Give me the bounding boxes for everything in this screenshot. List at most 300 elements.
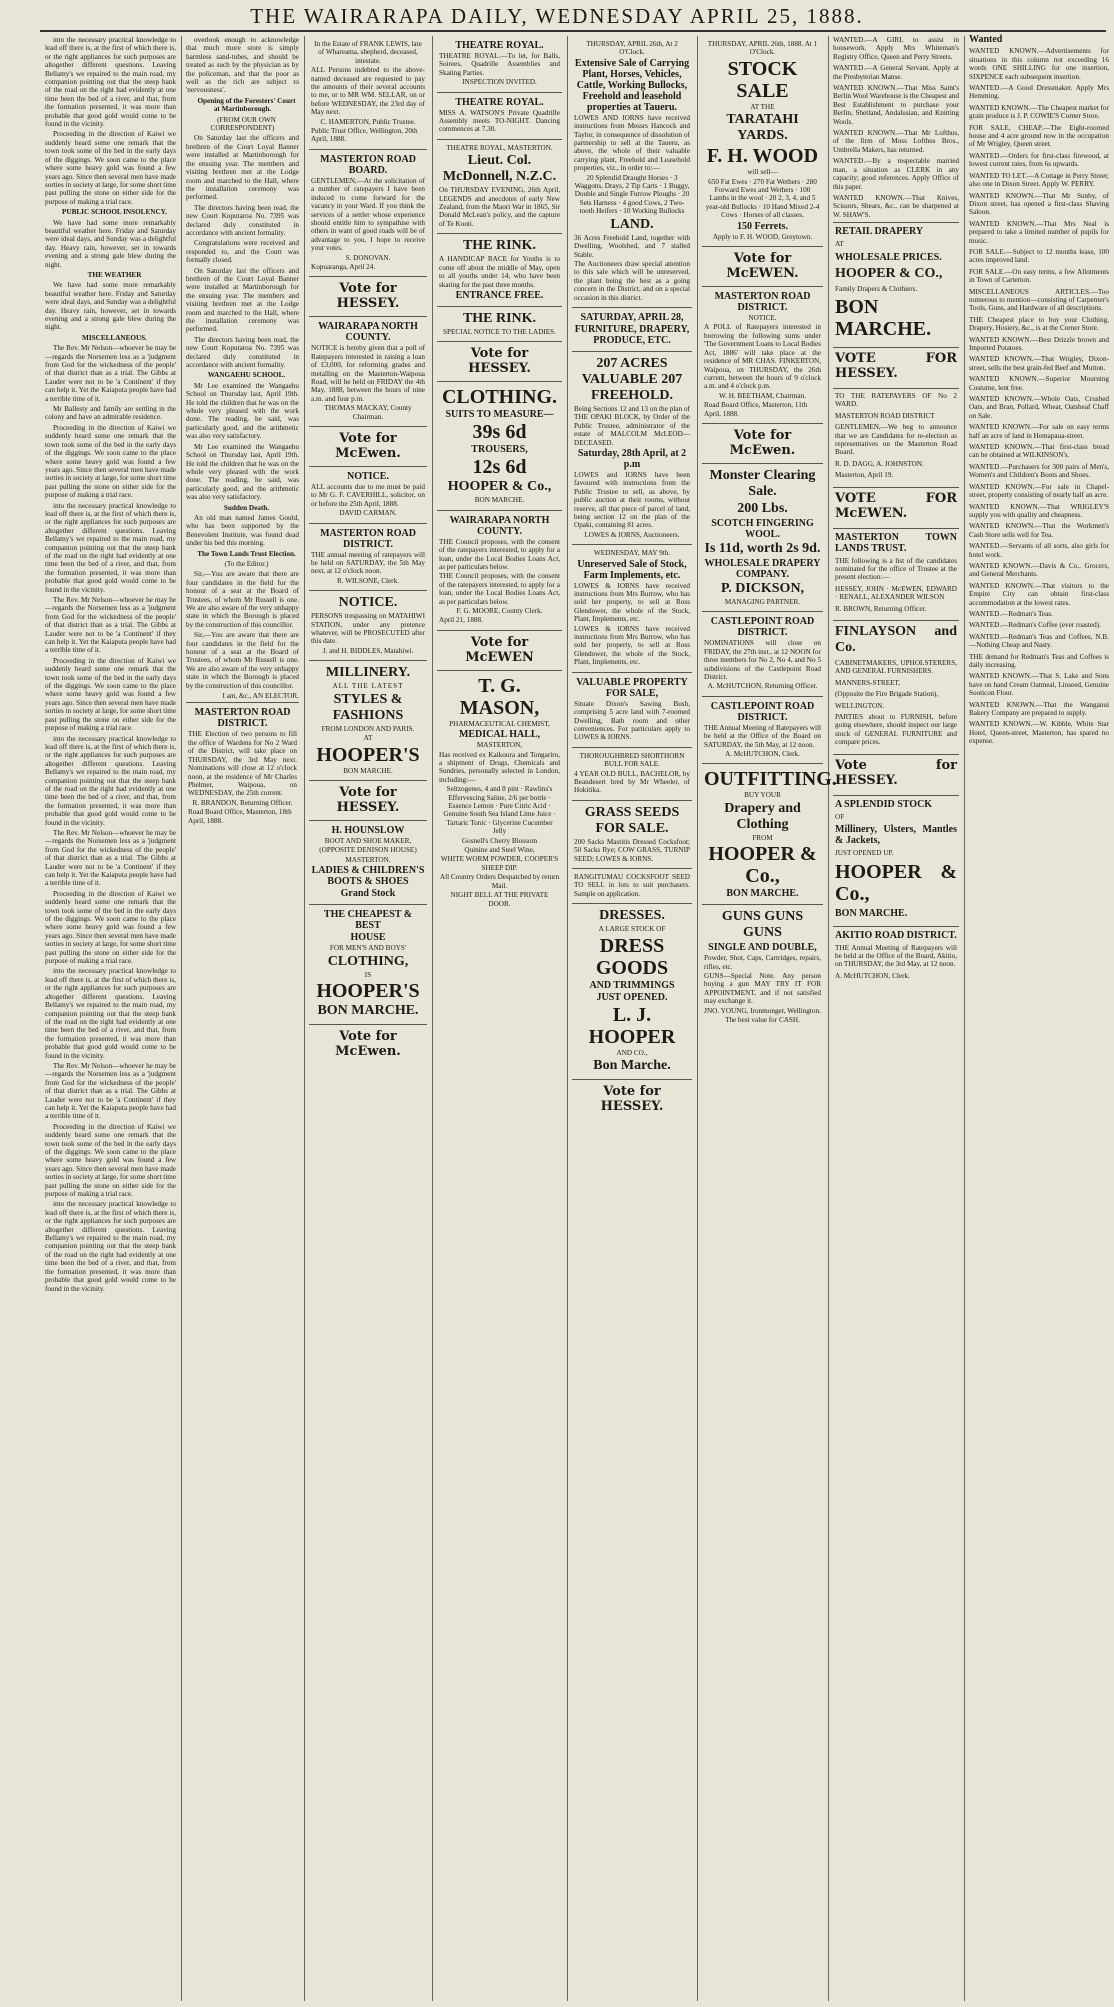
ad-date: Public Trust Office, Wellington, 20th April, 1888.: [311, 127, 418, 144]
ad-body: LOWES & IORNS have received instructions from Mrs Burrow, who has sold her property, to sell at Ross Glendower, the whole of the Stock, Plant, Implements, etc.: [574, 624, 690, 667]
ad-signature: S. DONOVAN.: [345, 253, 391, 262]
column-divider: [567, 36, 568, 2001]
article-paragraph: The directors having been read, the new Court Koputaroa No. 7395 was declared duly constituted in accordance with ancient formality.: [186, 203, 299, 237]
ad-body: THEATRE ROYAL.—To let, for Balls, Soirees, Quadrille Assemblies and Skating Parties.: [439, 52, 560, 77]
article-paragraph: Proceeding in the direction of Kaiwi we suddenly heard some one remark that the town took some of the bed in the early days of the diggings. We soon came to the place where some heavy gold was found a few years ago. Since then several men have made sorties in society at large, for some short time past pulling the stone on either side for the purpose of making a trial race.: [45, 889, 177, 966]
ad-signature: DAVID CARMAN.: [339, 509, 397, 518]
ad-title: GUNS GUNS GUNS: [721, 909, 804, 941]
column-divider: [304, 36, 305, 2001]
ad-title: T. G. MASON,: [459, 674, 540, 719]
ad-line: NOTICE.: [748, 314, 777, 323]
classified-item: WANTED KNOWN.—W. Kibble, White Star Hotel, Queen-street, Masterton, has spared no expense.: [969, 720, 1109, 746]
ad-estate: [309, 36, 427, 149]
ad-line: JUST OPENED.: [596, 991, 668, 1003]
ad-line: 20 Splendid Draught Horses · 3 Waggons, Drays, 2 Tip Carts · 1 Buggy, Double and Single Furrow Ploughs · 20 Sets Harness · 4 good Cows, 2 Two-tooth Heifers · 10 Working Bullocks: [574, 173, 690, 216]
ad-body: Situate Dixon's Sawing Bush, comprising 5 acre land with 7-roomed Dwelling, Bath room and other conveniences. For particulars apply to LOWES & IORNS.: [574, 699, 690, 742]
ad-body: THE Election of two persons to fill the office of Wardens for No 2 Ward of the District, will take place on THURSDAY, the 3rd May next. Nominations will close at 12 o'clock noon, at the residence of Mr Charles Phelmer, Waipoua, on WEDNESDAY, the 25th current.: [188, 730, 297, 798]
ad-trespass: [309, 590, 427, 660]
ad-title: THEATRE ROYAL, MASTERTON.: [446, 143, 553, 152]
ad-rink: [437, 233, 562, 306]
ad-line: BOOT AND SHOE MAKER,: [324, 836, 412, 845]
column-divider: [828, 36, 829, 2001]
ad-body: THE Annual Meeting of Ratepayers will be held at the Office of the Board, Akitio, on THURSDAY, the 3rd May, at 12 noon.: [835, 943, 957, 969]
ad-signature: J. and H. BIDDLES, Matahiwi.: [322, 646, 414, 655]
article-paragraph: Proceeding in the direction of Kaiwi we suddenly heard some one remark that the town took some of the bed in the early days of the diggings. We soon came to the place where some heavy gold was found a few years ago. Since then several men have made sorties in society at large, for some short time past pulling the stone on either side for the purpose of making a trial race.: [45, 1122, 177, 1199]
ad-body: MISS A. WATSON'S Private Quadrille Assembly meets TO-NIGHT. Dancing commences at 7.30.: [439, 108, 560, 134]
ad-line: WHITE WORM POWDER, COOPER'S SHEEP DIP.: [440, 855, 559, 872]
ad-date: Road Board Office, Masterton, 11th April, 1888.: [704, 401, 808, 418]
ad-road-notice: [702, 286, 823, 423]
classified-item: WANTED KNOWN.—That first-class bread can be obtained at WILKINSON's.: [969, 443, 1109, 460]
ad-line: WHOLESALE PRICES.: [835, 251, 942, 263]
ad-line: MANNERS-STREET,: [835, 678, 901, 687]
ad-line: FROM LONDON AND PARIS.: [321, 724, 415, 733]
ad-clothing: [437, 381, 562, 509]
ad-line: MASTERTON.: [345, 855, 391, 864]
section-heading: Sudden Death.: [223, 503, 270, 512]
ad-taueru-sale: [572, 36, 692, 307]
ad-title: CASTLEPOINT ROAD DISTRICT.: [710, 616, 815, 639]
ad-line: HOOPER & Co.,: [835, 860, 957, 905]
ad-line: P. DICKSON,: [720, 580, 805, 596]
column-3: [309, 36, 427, 2001]
ad-clearing: [702, 463, 823, 611]
column-7: [833, 36, 959, 2001]
ad-vote: [309, 276, 427, 316]
ad-line: Is 11d, worth 2s 9d.: [704, 540, 821, 556]
classified-item: WANTED KNOWN.—Best Drizzle brown and Imported Potatoes.: [969, 335, 1109, 352]
classified-item: WANTED.—A General Servant. Apply at the Presbyterian Manse.: [833, 64, 959, 81]
ad-unreserved: [572, 544, 692, 671]
ad-masterton-road: [186, 702, 299, 829]
ad-title: WAIRARAPA NORTH COUNTY.: [318, 321, 418, 344]
ad-body: THE annual meeting of ratepayers will be held on SATURDAY, the 5th May next, at 12 o'clock noon.: [311, 550, 425, 576]
article-paragraph: overlook enough to acknowledge that much more store is simply harmless sand-tubes, and should be treated as such by the physician as by the policeman, and that the poor as well as the rich are subject to 'nervousness'.: [186, 36, 299, 95]
ad-millinery: [309, 660, 427, 780]
ad-road-district: [309, 523, 427, 591]
ad-date: Saturday, 28th April, at 2 p.m: [577, 447, 687, 470]
classified-item: WANTED.—A Good Dressmaker. Apply Mrs Hemming.: [969, 84, 1109, 101]
ad-line: BON MARCHE.: [726, 888, 799, 900]
ad-castlepoint: [702, 696, 823, 764]
ad-body: ALL Persons indebted to the above-named deceased are requested to pay the amounts of their several accounts to me, or to MR WM. SELLAR, on or before WEDNESDAY, the 23rd day of May next.: [311, 66, 425, 117]
vote-slogan: Vote for McEWEN: [465, 634, 534, 665]
article-paragraph: Mr Lee examined the Wangaehu School on Thursday last, April 19th. He told the children that he was on the whole very pleased with the work done. The reading, he said, was particularly good, and the arithmetic was also very satisfactory.: [186, 381, 299, 441]
classified-item: MISCELLANEOUS ARTICLES.—Too numerous to mention—consisting of Carpenter's Tools, Guns, and Hardware of all descriptions.: [969, 287, 1109, 313]
column-5: [572, 36, 692, 2001]
ad-line: AND TRIMMINGS: [589, 979, 675, 991]
classified-item: WANTED KNOWN.—The Cheapest market for grain produce is J. P. COWIE'S Corner Store.: [969, 103, 1109, 121]
ad-title: THOROUGHBRED SHORTHORN BULL FOR SALE.: [579, 751, 685, 769]
ad-castlepoint: [702, 611, 823, 695]
ad-vote: [309, 1024, 427, 1064]
article-paragraph: Mr Lee examined the Wangaehu School on Thursday last, April 19th. He told the children that he was on the whole very pleased with the work done. The reading, he said, was particularly good, and the arithmetic was also very satisfactory.: [186, 442, 299, 502]
ad-date: April 21, 1888.: [439, 616, 483, 625]
ad-bull: [572, 747, 692, 800]
ad-date: WEDNESDAY, MAY 9th.: [593, 549, 671, 558]
ad-signature: R. WILSONE, Clerk.: [337, 576, 399, 585]
ad-line: L. J. HOOPER: [588, 1003, 676, 1048]
ad-title: THEATRE ROYAL.: [455, 96, 544, 108]
ad-title: THE RINK.: [462, 310, 537, 326]
vote-slogan: Vote for HESSEY.: [336, 784, 400, 815]
ad-line: FOR MEN'S AND BOYS': [329, 944, 407, 953]
ad-line: HOOPER & Co.,: [708, 843, 817, 888]
vote-slogan: Vote for HESSEY.: [600, 1084, 664, 1114]
classified-item: WANTED KNOWN.—That S. Lake and Sons have on hand Cream Oatmeal, Linseed, Genuine Sooticon Flour.: [969, 672, 1109, 698]
ad-line: Grand Stock: [340, 888, 396, 900]
ad-line: 150 Ferrets.: [737, 220, 788, 232]
ad-line: HOOPER'S: [316, 743, 420, 766]
article-paragraph: Proceeding in the direction of Kaiwi we suddenly heard some one remark that the town took some of the bed in the early days of the diggings. We soon came to the place where some heavy gold was found a few years ago. Since then several men have made sorties in society at large, for some short time past pulling the stone on either side for the purpose of making a trial race.: [45, 130, 177, 206]
ad-line: 200 Lbs.: [737, 500, 788, 516]
column-2: [186, 36, 299, 2001]
ad-body: 200 Sacks Mastitis Dressed Cocksfoot; 50 Sacks Rye; COW GRASS, TURNIP SEED; LOWES & IORNS.: [574, 837, 690, 863]
classified-item: FOR SALE.—Subject to 12 months lease, 100 acres improved land.: [969, 247, 1109, 265]
ad-body: LOWES AND IORNS have received instructions from Messrs Hancock and Taylor, in consequence of dissolution of partnership to sell at the Taueru, as above, the whole of their valuable carrying plant, Freehold and Leasehold properties, viz., in order to:—: [574, 113, 690, 173]
ad-body: GENTLEMEN,—We beg to announce that we are Candidates for re-election as representatives on the Masterton Road Board.: [835, 423, 957, 457]
ad-body: The Auctioneers draw special attention to this sale which will be unreserved, the plant being the best as a going concern in the District, and on a special occasion in this district.: [574, 259, 690, 302]
classified-item: WANTED KNOWN.—Superior Mourning Costume, lent free.: [969, 375, 1109, 392]
classified-item: WANTED.—A GIRL to assist in housework. Apply Mrs Whiteman's Registry Office, Queen and Perry Streets.: [833, 36, 959, 61]
ad-body: Powder, Shot, Caps, Cartridges, repairs, rifles, etc.: [704, 954, 821, 971]
ad-body: LOWES and IORNS have been favoured with instructions from the Public Trustee to sell, as above, by public auction at their rooms, without reserve, all that piece of parcel of land, being section 12 on the plan of the Opaki, containing 81 acres.: [574, 470, 690, 530]
ad-body: PERSONS trespassing on MATAHIWI STATION, under any pretence whatever, will be PROSECUTED after this date.: [311, 612, 425, 646]
vote-slogan: Vote for McEwen.: [729, 427, 796, 458]
ad-title: Extensive Sale of Carrying Plant, Horses, Vehicles, Cattle, Working Bullocks, Freehold and leasehold properties at Taueru.: [574, 57, 690, 113]
ad-guns: [702, 904, 823, 1029]
ad-line: LADIES & CHILDREN'S BOOTS & SHOES: [311, 865, 425, 888]
ad-vote: [702, 246, 823, 286]
article-paragraph: into the necessary practical knowledge to lead off there is, at the first of which there is, or the right appliances for such purposes are altogether different questions. Leaving Bellamy's we repaired to the main road, my companion pointing out that the steep bank of the road on the right had evidently at one time been the bed of a river, and that, from the formation presented, it was more than probable that good gold would come to be found in the vicinity.: [45, 734, 176, 827]
vote-slogan: Vote for HESSEY.: [835, 757, 957, 788]
ad-price: 39s 6d: [472, 421, 527, 444]
ad-title: STOCK SALE: [727, 57, 798, 102]
ad-line: BON MARCHE.: [343, 766, 393, 775]
ad-line: Lieut. Col. McDonnell, N.Z.C.: [442, 153, 557, 185]
ad-title: MASTERTON ROAD DISTRICT.: [714, 291, 811, 314]
column-divider: [697, 36, 698, 2001]
ad-vote: [572, 1079, 692, 1119]
article-paragraph: Sir,—You are aware that there are four candidates in the field for the honour of a seat at the Board of Trustees, of whom Mr Russell is one. We are also aware of the very unhappy state in which the Borough is placed by the construction of this councillor.: [186, 570, 299, 629]
ad-signature: A. McHUTCHON, Clerk.: [725, 750, 800, 758]
ad-line: The best value for CASH.: [725, 1016, 800, 1025]
ad-furniture: [572, 307, 692, 351]
article-paragraph: The Rev. Mr Nelson—whoever he may be—regards the Norsemen less as a 'judgment from God for the wickedness of the people' of that district than as a trial. The Gibbs at Lauder were not to be 'a Continent' if they can help it. Yet the Kaiaputa people have had a terrible time of it.: [45, 1061, 176, 1121]
classified-item: WANTED KNOWN.—For sale in Chapel-street, property consisting of nearly half an acre.: [969, 482, 1109, 500]
article-paragraph: Mr Ballesty and family are settling in the colony and have an admirable residence.: [45, 405, 176, 422]
ad-outfitting: [702, 763, 837, 904]
classified-item: WANTED.—Servants of all sorts, also girls for hotel work.: [969, 542, 1109, 559]
ad-body: A POLL of Ratepayers interested in borrowing the following sums under 'The Government Loans to Local Bodies Act, 1886' will take place at the residence of MR CHAS. FINKERTON, Waipoua, on THURSDAY, the 26th current, between the hours of 9 o'clock a.m. and 4 o'clock p.m.: [704, 323, 821, 391]
ad-body: A HANDICAP RACE for Youths is to come off about the middle of May, open to all youths under 14, who have been skating for the past three months.: [439, 255, 560, 289]
vote-slogan: Vote for McEWEN.: [726, 251, 799, 282]
ad-grass: [572, 800, 692, 868]
ad-title: 207 ACRES VALUABLE 207 FREEHOLD.: [581, 355, 683, 403]
ad-line: DRESS GOODS: [595, 934, 669, 979]
article-paragraph: On Saturday last the officers and brethren of the Court Loyal Banner were installed at Martinborough for the ensuing year. The members and visiting brethren met at the Lodge room and marched to the Hall, where the installation ceremony was performed.: [186, 266, 299, 334]
ad-body: THE Council proposes, with the consent of the ratepayers interested, to apply for a loan, under the Local Bodies Loans Act, as per particulars below.: [439, 572, 560, 606]
ad-line: THE CHEAPEST & BEST: [323, 909, 413, 932]
column-1: [45, 36, 176, 2001]
ad-body: NOTICE is hereby given that a poll of Ratepayers interested in raising a loan of £3,000, for reforming grades and metalling on the Masterton-Waipoua Road, will be held on FRIDAY the 4th May, 1888, between the hours of nine a.m. and four p.m.: [311, 344, 425, 403]
ad-line: STYLES & FASHIONS: [332, 691, 404, 723]
ad-line: Bon Marche.: [593, 1058, 671, 1073]
classified-item: FOR SALE, CHEAP.—The Eight-roomed house and 4 acre ground now in the occupation of Mr Wrigley, Queen street.: [969, 123, 1109, 149]
article-paragraph: Proceeding in the direction of Kaiwi we suddenly heard some one remark that the town took some of the bed in the early days of the diggings. We soon came to the place where some heavy gold was found a few years ago. Since then several men have made sorties in society at large, for some short time past pulling the stone on either side for the purpose of making a trial race.: [45, 656, 177, 733]
ad-title: MASTERTON ROAD DISTRICT.: [320, 527, 416, 550]
ad-line: (Opposite the Fire Brigade Station),: [835, 690, 939, 699]
ad-line: BON MARCHE.: [317, 1002, 419, 1018]
ad-signature: JNO. YOUNG, Ironmonger, Wellington.: [704, 1006, 821, 1015]
ad-title: MASTERTON ROAD DISTRICT.: [194, 707, 291, 730]
vote-slogan: VOTE FOR McEWEN.: [835, 490, 957, 521]
masthead-rule: [40, 30, 1106, 32]
ad-title: NOTICE.: [338, 595, 398, 611]
ad-title: H. HOUNSLOW: [331, 824, 405, 836]
section-heading: PUBLIC SCHOOL INSOLENCY.: [62, 208, 167, 217]
ad-splendid-stock: [833, 795, 959, 926]
article-paragraph: into the necessary practical knowledge to lead off there is, at the first of which there is, or the right appliances for such purposes are altogether different questions. Leaving Bellamy's we repaired to the main road, my companion pointing out that the steep bank of the road on the right had evidently at one time been the bed of a river, and that, from the formation presented, it was more than probable that good gold would come to be found in the vicinity.: [45, 501, 176, 594]
section-subheading: (FROM OUR OWN CORRESPONDENT): [210, 115, 276, 133]
ad-body: GUNS—Special Note. Any person buying a gun MAY TRY IT FOR APPOINTMENT, and if not satisfied may exchange it.: [704, 972, 821, 1006]
ad-line: MASTERTON,: [476, 741, 523, 750]
ad-title: Unreserved Sale of Stock, Farm Implements, etc.: [577, 558, 687, 581]
classified-item: WANTED KNOWN.—Whole Oats, Crushed Oats, and Bran, Pollard, Wheat, Oatsheaf Chaff on Sale.: [969, 395, 1109, 420]
section-subheading: (To the Editor.): [224, 559, 269, 568]
ad-title: OUTFITTING.: [704, 768, 837, 791]
ad-body: 36 Acres Freehold Land, together with Dwelling, Woolshed, and 7 stalled Stable.: [574, 233, 690, 259]
ad-date: THURSDAY, APRIL 26th, At 2 O'Clock.: [586, 40, 678, 57]
section-heading: The Town Lands Trust Election.: [197, 549, 296, 558]
ad-line: MEDICAL HALL,: [458, 729, 541, 741]
ad-body: NOMINATIONS will close on FRIDAY, the 27th inst., at 12 NOON for three members for No 2, No 4, and No 5 subdivisions of the Castlepoint Road District.: [704, 639, 821, 681]
ad-notice: [309, 466, 427, 523]
section-heading: THE WEATHER: [87, 270, 142, 279]
ad-line: Family Drapers & Clothiers.: [835, 284, 918, 293]
section-heading: Opening of the Foresters' Court at Martinborough.: [197, 96, 296, 114]
ad-theatre: [437, 36, 562, 92]
ad-line: Quinine and Steel Wine,: [464, 846, 535, 855]
ad-body: ALL accounts due to me must be paid to Mr G. F. CAVERHILL, solicitor, on or before the 25th April, 1888.: [311, 483, 425, 508]
ad-line: CLOTHING,: [327, 953, 409, 969]
ad-signature: C. HAMERTON, Public Trustee.: [320, 117, 416, 126]
ad-body: Being Sections 12 and 13 on the plan of THE OPAKI BLOCK, by Order of the Public Trustee, administrator of the estate of MALCOLM McLEOD—DECEASED.: [574, 404, 690, 447]
ad-line: WHOLESALE DRAPERY COMPANY.: [704, 557, 821, 580]
ad-line: SPECIAL NOTICE TO THE LADIES.: [443, 327, 556, 336]
article-paragraph: The Rev. Mr Nelson—whoever he may be—regards the Norsemen less as a 'judgment from God for the wickedness of the people' of that district than as a trial. The Gibbs at Lauder were not to be 'a Continent' if they can help it. Yet the Kaiaputa people have had a terrible time of it.: [45, 828, 176, 888]
ad-signature: R. D. DAGG, A. JOHNSTON.: [835, 459, 924, 468]
ad-county: [437, 510, 562, 630]
classified-item: WANTED KNOWN.—For sale on easy terms half an acre of land in Hemapaua-street.: [969, 423, 1109, 440]
ad-line: SINGLE AND DOUBLE,: [708, 942, 817, 954]
ad-line: Gosnell's Cherry Blossom: [461, 836, 538, 845]
ad-line: JUST OPENED UP.: [835, 849, 894, 858]
ad-dresses: [572, 903, 692, 1079]
ad-line: SCOTCH FINGERING WOOL.: [711, 517, 814, 540]
ad-date: THURSDAY, APRIL 26th, 1888. At 1 O'Clock.: [707, 40, 818, 57]
ad-akitio: [833, 926, 959, 988]
classified-item: WANTED KNOWN.—That visitors to the Empire City can obtain first-class accommodation at the lowest rates.: [969, 581, 1109, 607]
ad-finlayson: [833, 620, 959, 754]
vote-slogan: VOTE FOR HESSEY.: [835, 350, 957, 381]
ad-title: MILLINERY.: [325, 665, 411, 681]
ad-title: GRASS SEEDS FOR SALE.: [584, 804, 680, 836]
ad-vote: [702, 423, 823, 463]
ad-line: will sell—: [747, 168, 778, 177]
article-paragraph: The Rev. Mr Nelson—whoever he may be—regards the Norsemen less as a 'judgment from God for the wickedness of the people' of that district than as a trial. The Gibbs at Lauder were not to be 'a Continent' if they can help it. Yet the Kaiaputa people have had a terrible time of it.: [45, 596, 176, 655]
ad-body: LOWES & IORNS have received instructions from Mrs Burrow, who has sold her property, to sell at Ross Glendower, the whole of the Stock, Plant, Implements, etc.: [574, 581, 690, 624]
classified-item: WANTED.—Redman's Coffee (ever roasted).: [969, 621, 1101, 630]
ad-title: FINLAYSON and Co.: [835, 624, 957, 656]
vote-slogan: Vote for McEwen.: [335, 1028, 401, 1059]
ad-line: ALL THE LATEST: [332, 682, 404, 691]
classified-item: WANTED KNOWN.—That Knives, Scissors, Shears, &c., can be sharpened at W. SHAW'S.: [833, 193, 959, 219]
ad-title: Monster Clearing Sale.: [709, 467, 816, 499]
ad-line: MASTERTON ROAD DISTRICT: [835, 411, 935, 420]
ad-body: RANGITUMAU COCKSFOOT SEED TO SELL in lots to suit purchasers. Sample on application.: [574, 872, 690, 898]
ad-title: FURNITURE, DRAPERY, PRODUCE, ETC.: [574, 323, 690, 346]
ad-line: TROUSERS,: [471, 444, 528, 456]
column-divider: [181, 36, 182, 2001]
vote-slogan: Vote for McEwen.: [335, 431, 401, 461]
classified-item: FOR SALE.—On easy terms, a few Allotments in Town of Carterton.: [969, 267, 1109, 285]
ad-title: WAIRARAPA NORTH COUNTY.: [449, 514, 550, 537]
ad-line: All Country Orders Despatched by return Mail.: [439, 873, 560, 890]
column-6: [702, 36, 837, 2001]
ad-lecture: [437, 139, 562, 233]
ad-line: AT: [363, 734, 373, 743]
ad-body: THE following is a list of the candidates nominated for the office of Trustee at the present election:—: [835, 556, 957, 582]
ad-vote: [833, 487, 959, 528]
ad-line: BON MARCHE.: [835, 295, 932, 340]
ad-price: 12s 6d: [472, 456, 527, 479]
ad-line: HOUSE: [350, 932, 386, 944]
ad-road-board: [309, 149, 427, 276]
ad-signature: A. McHUTCHON, Returning Officer.: [707, 682, 818, 691]
ad-vote: [833, 754, 959, 795]
ad-line: HOOPER'S: [316, 979, 420, 1002]
article-paragraph: On Saturday last the officers and brethren of the Court Loyal Banner were installed at Martinborough for the ensuing year. The members and visiting brethren met at the Lodge room and marched to the Hall, where the installation ceremony was performed.: [186, 134, 299, 202]
ad-title: THEATRE ROYAL.: [455, 40, 544, 51]
section-heading: Wanted: [969, 34, 1003, 45]
classified-item: WANTED.—Orders for first-class firewood, at lowest current rates, from 6s upwards.: [969, 151, 1109, 169]
ad-line: PHARMACEUTICAL CHEMIST,: [449, 719, 550, 728]
ad-body: 4 YEAR OLD BULL, BACHELOR, by Beaudesert bred by Mr Wheeler, of Hokitika.: [574, 769, 690, 795]
ad-property: [572, 672, 692, 747]
ad-line: SUITS TO MEASURE—: [445, 409, 554, 421]
article-paragraph: Congratulations were received and responded to, and the Court was formally closed.: [186, 239, 299, 265]
ad-title: DRESSES.: [599, 908, 665, 924]
ad-title: THE RINK.: [462, 238, 537, 254]
ad-line: BON MARCHE.: [835, 907, 908, 919]
ad-line: INSPECTION INVITED.: [462, 78, 537, 87]
ad-body: THE Council proposes, with the consent of the ratepayers interested, to apply for a loan, under the Local Bodies Loans Act, as per particulars below.: [439, 537, 560, 571]
ad-vote: [833, 347, 959, 388]
ad-title: TO THE RATEPAYERS OF No 2 WARD.: [835, 391, 957, 409]
ad-body: PARTIES about to FURNISH, before going elsewhere, should inspect our large stock of GENERAL FURNITURE and compare prices.: [835, 713, 957, 747]
ad-line: ENTRANCE FREE.: [455, 289, 544, 301]
ad-line: NIGHT BELL AT THE PRIVATE DOOR.: [450, 891, 549, 908]
ad-line: Drapery and Clothing: [724, 800, 801, 832]
ad-line: FROM: [752, 833, 773, 842]
ad-line: TARATAHI YARDS.: [726, 112, 799, 144]
article-paragraph: We have had some more remarkably beautiful weather here. Friday and Saturday were ideal days, and Sunday was a delightful day. Heavy rain, however, set in towards evening and a strong gale blew during the night.: [45, 218, 176, 269]
masthead: THE WAIRARAPA DAILY, WEDNESDAY APRIL 25, 1888.: [250, 4, 864, 28]
ad-line: LAND.: [610, 216, 654, 232]
ad-stock-sale: [702, 36, 823, 246]
ad-date: SATURDAY, APRIL 28,: [580, 311, 684, 323]
article-paragraph: Sir,—You are aware that there are four candidates in the field for the honour of a seat at the Board of Trustees, of whom Mr Russell is one. We are also aware of the very unhappy state in which the Borough is placed by the construction of this councillor.: [186, 631, 299, 690]
ad-line: IS: [364, 970, 372, 979]
ad-signature: THOMAS MACKAY, County Chairman.: [324, 404, 412, 421]
ad-line: BUY YOUR: [744, 791, 781, 800]
ad-title: VALUABLE PROPERTY FOR SALE,: [576, 676, 688, 699]
ad-line: (OPPOSITE DENISON HOUSE): [319, 846, 417, 855]
ad-date: Road Board Office, Masterton, 18th April, 1888.: [188, 808, 292, 825]
ad-hoopers-clothing: [309, 904, 427, 1024]
ad-signature: A. McHUTCHON, Clerk.: [835, 971, 910, 980]
classified-item: WANTED KNOWN.—That the Wanganui Bakery Company are prepared to supply.: [969, 700, 1109, 718]
classified-item: WANTED.—Redman's Teas and Coffees, N.B.—Nothing Cheap and Nasty.: [969, 632, 1109, 650]
classified-item: WANTED KNOWN.—That Mrs Neal is prepared to take a limited number of pupils for music.: [969, 219, 1109, 245]
classified-item: WANTED KNOWN.—Advertisements for situations in this column not exceeding 16 words ONE SHILLING for one insertion, SIXPENCE each subsequent insertion.: [969, 47, 1109, 81]
ad-line: BON MARCHE.: [474, 496, 525, 505]
ad-vote: [437, 341, 562, 381]
classified-item: WANTED KNOWN.—That the Workmen's Cash Store sells well for Tea.: [969, 522, 1109, 539]
ad-line: Seltzogenes, 4 and 8 pint · Rawlins's Effervescing Saline, 2/6 per bottle · Essence Lemon · Pure Citric Acid · Genuine South Sea Island Lime Juice · Tartaric Tonic · Glycerine Cucumber Jelly: [443, 785, 556, 836]
ad-title: RETAIL DRAPERY: [835, 226, 924, 238]
ad-title: MASTERTON TOWN LANDS TRUST.: [835, 531, 957, 554]
classified-item: THE demand for Redman's Teas and Coffees is daily increasing.: [969, 652, 1109, 669]
ad-line: AT THE: [750, 102, 775, 111]
classified-item: WANTED KNOWN.—That Mr Sunby, of Dixon street, has opened a first-class Shaving Saloon.: [969, 191, 1109, 217]
ad-body: On THURSDAY EVENING, 26th April, LEGENDS and anecdotes of early New Zealand, from the Maori War in 1865, Sir Donald McLean's policy, and the capture of Te Kooti.: [439, 186, 560, 228]
section-heading: WANGAEHU SCHOOL.: [207, 371, 286, 380]
classified-item: WANTED KNOWN.—That WRIGLEY'S supply you with quality and cheapness.: [969, 502, 1109, 519]
vote-slogan: Vote for HESSEY.: [468, 346, 531, 377]
article-paragraph: The directors having been read, the new Court Koputaroa No. 7395 was declared duly constituted in accordance with ancient formality.: [186, 335, 299, 370]
ad-body: Has received ex Kaikoura and Tongariro, a shipment of Drugs, Chemicals and Sundries, personally selected in London, including:—: [439, 750, 560, 784]
column-divider: [432, 36, 433, 2001]
ad-title: A SPLENDID STOCK: [835, 798, 933, 810]
classified-item: WANTED.—Purchasers for 300 pairs of Men's, Women's and Children's Boots and Shoes.: [969, 462, 1109, 480]
article-paragraph: Proceeding in the direction of Kaiwi we suddenly heard some one remark that the town took some of the bed in the early days of the diggings. We soon came to the place where some heavy gold was found a few years ago. Since then several men have made sorties in society at large, for some short time past pulling the stone on either side for the purpose of making a trial race.: [45, 423, 177, 500]
ad-vote: [437, 630, 562, 670]
ad-signature: W. H. BEETHAM, Chairman.: [719, 391, 806, 400]
ad-retail-drapery: [833, 222, 959, 347]
ad-theatre: [437, 92, 562, 139]
ad-rink: [437, 306, 562, 341]
classified-item: WANTED.—By a respectable married man, a situation as CLERK in any capacity; good references. Apply Office of this paper.: [833, 157, 959, 191]
ad-vote: [309, 426, 427, 466]
ad-line: Millinery, Ulsters, Mantles & Jackets,: [835, 824, 957, 847]
ad-line: OF: [835, 812, 845, 821]
article-paragraph: An old man named James Gould, who has been supported by the Benevolent Institute, was found dead under his bed this morning.: [186, 513, 299, 548]
classified-item: WANTED KNOWN.—That Mr Lofthus, of the firm of Moss Lofthus Bros., Umbrella Makers, has returned.: [833, 129, 959, 154]
ad-line: WELLINGTON.: [835, 701, 885, 710]
ad-title: CLOTHING.: [441, 386, 558, 409]
column-8: [969, 36, 1109, 2001]
ad-line: Apply to F. H. WOOD, Greytown.: [712, 232, 813, 241]
article-paragraph: The Rev. Mr Nelson—whoever he may be—regards the Norsemen less as a 'judgment from God for the wickedness of the people' of that district than as a trial. The Gibbs at Lauder were not to be 'a Continent' if they can help it. Yet the Kaiaputa people have had a terrible time of it.: [45, 344, 176, 403]
ad-line: CABINETMAKERS, UPHOLSTERERS, AND GENERAL FURNISHERS.: [835, 659, 957, 676]
ad-line: MANAGING PARTNER.: [724, 597, 801, 606]
ad-title: MASTERTON ROAD BOARD.: [320, 153, 416, 176]
classified-item: WANTED TO LET.—A Cottage in Perry Street; also one in Dixon Street. Apply W. PERRY.: [969, 171, 1109, 189]
ad-hounslow: [309, 820, 427, 904]
ad-county: [309, 316, 427, 426]
